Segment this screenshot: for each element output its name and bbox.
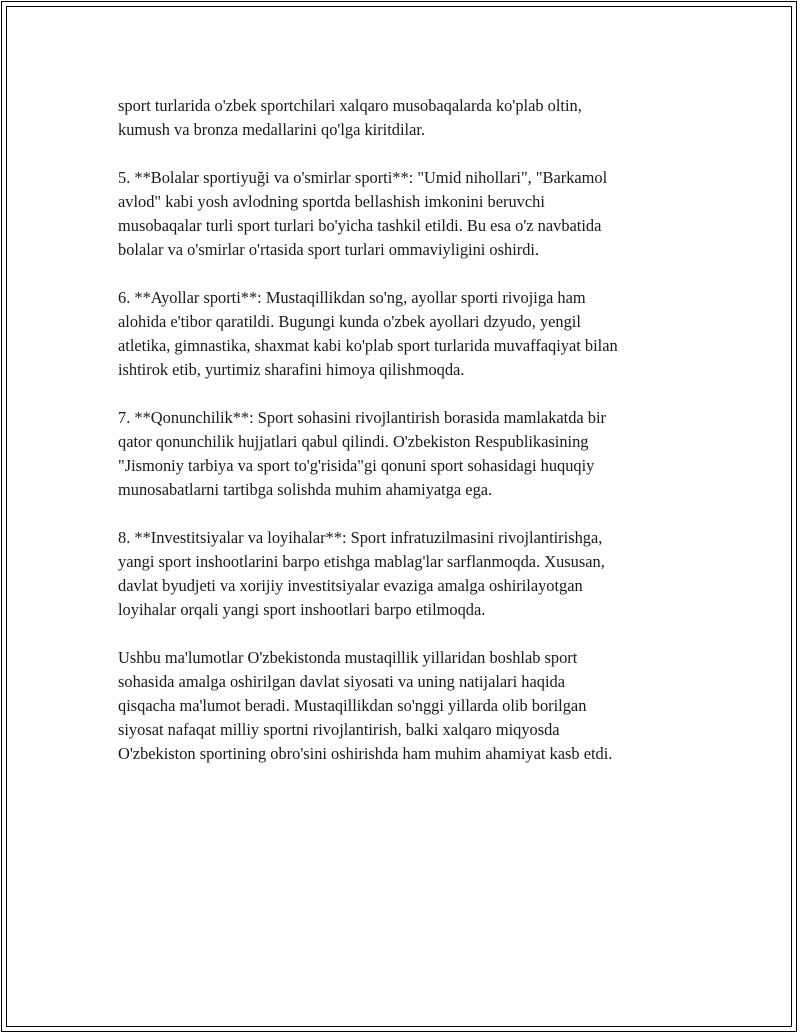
text-line: 6. **Ayollar sporti**: Mustaqillikdan so'ng, ayollar sporti rivojiga ham [118, 288, 586, 307]
document-body [118, 94, 698, 790]
paragraph-item-5 [118, 166, 698, 262]
text-line: siyosat nafaqat milliy sportni rivojlantirish, balki xalqaro miqyosda [118, 720, 560, 739]
text-line: qator qonunchilik hujjatlari qabul qilindi. O'zbekiston Respublikasining [118, 432, 589, 451]
paragraph-conclusion [118, 646, 698, 766]
paragraph-item-6 [118, 286, 698, 382]
text-line: 5. **Bolalar sportiyuği va o'smirlar sporti**: "Umid nihollari", "Barkamol [118, 168, 608, 187]
text-line: 8. **Investitsiyalar va loyihalar**: Sport infratuzilmasini rivojlantirishga, [118, 528, 603, 547]
text-line: loyihalar orqali yangi sport inshootlari barpo etilmoqda. [118, 600, 486, 619]
paragraph-item-8 [118, 526, 698, 622]
text-line: sohasida amalga oshirilgan davlat siyosati va uning natijalari haqida [118, 672, 565, 691]
text-line: atletika, gimnastika, shaxmat kabi ko'plab sport turlarida muvaffaqiyat bilan [118, 336, 618, 355]
text-line: bolalar va o'smirlar o'rtasida sport turlari ommaviyligini oshirdi. [118, 240, 540, 259]
text-line: ishtirok etib, yurtimiz sharafini himoya qilishmoqda. [118, 360, 465, 379]
text-line: sport turlarida o'zbek sportchilari xalqaro musobaqalarda ko'plab oltin, [118, 96, 582, 115]
text-line: musobaqalar turli sport turlari bo'yicha tashkil etildi. Bu esa o'z navbatida [118, 216, 602, 235]
text-line: "Jismoniy tarbiya va sport to'g'risida"gi qonuni sport sohasidagi huquqiy [118, 456, 595, 475]
text-line: avlod" kabi yosh avlodning sportda bellashish imkonini beruvchi [118, 192, 545, 211]
text-line: yangi sport inshootlarini barpo etishga mablag'lar sarflanmoqda. Xususan, [118, 552, 605, 571]
text-line: alohida e'tibor qaratildi. Bugungi kunda o'zbek ayollari dzyudo, yengil [118, 312, 581, 331]
text-line: O'zbekiston sportining obro'sini oshirishda ham muhim ahamiyat kasb etdi. [118, 744, 613, 763]
paragraph-intro-continuation [118, 94, 698, 142]
text-line: qisqacha ma'lumot beradi. Mustaqillikdan so'nggi yillarda olib borilgan [118, 696, 587, 715]
text-line: Ushbu ma'lumotlar O'zbekistonda mustaqillik yillaridan boshlab sport [118, 648, 578, 667]
text-line: kumush va bronza medallarini qo'lga kiritdilar. [118, 120, 426, 139]
text-line: munosabatlarni tartibga solishda muhim ahamiyatga ega. [118, 480, 493, 499]
text-line: davlat byudjeti va xorijiy investitsiyalar evaziga amalga oshirilayotgan [118, 576, 583, 595]
text-line: 7. **Qonunchilik**: Sport sohasini rivojlantirish borasida mamlakatda bir [118, 408, 607, 427]
paragraph-item-7 [118, 406, 698, 502]
